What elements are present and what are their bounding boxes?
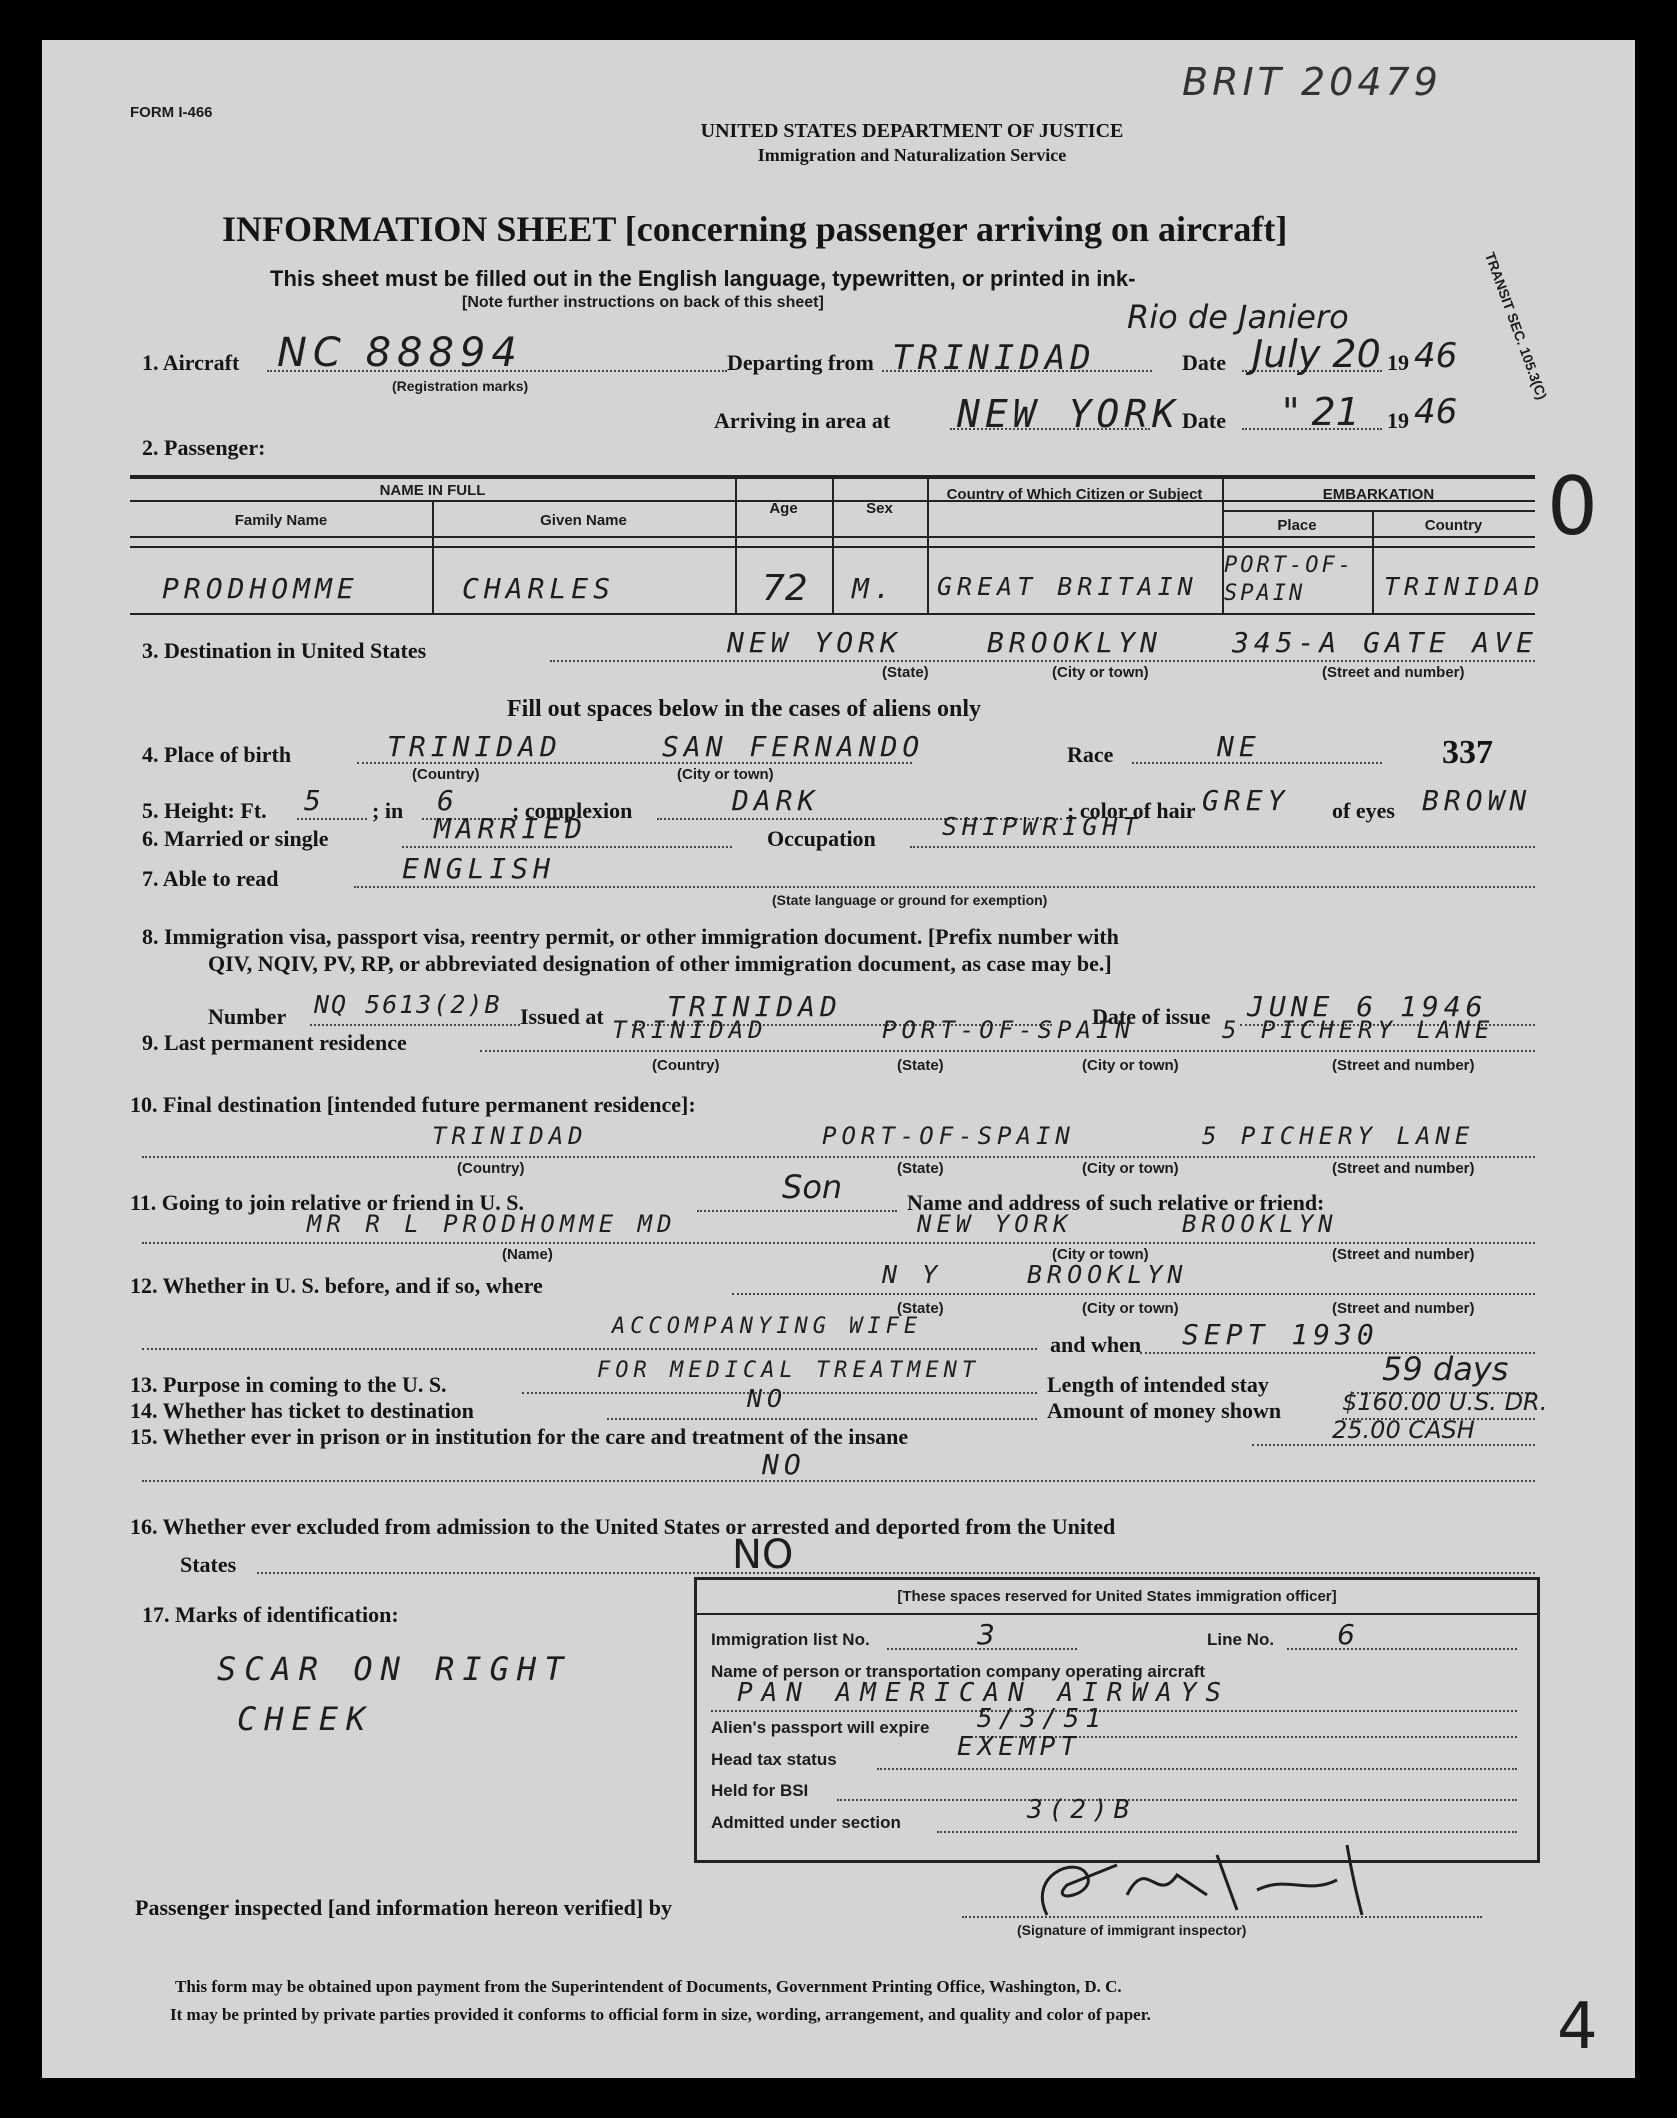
read-value: ENGLISH: [402, 852, 556, 885]
hair-label: ; color of hair: [1067, 798, 1196, 823]
departing-label: Departing from: [727, 350, 874, 375]
final-destination-street: 5 PICHERY LANE: [1202, 1122, 1475, 1150]
line-no-value: 6: [1337, 1618, 1355, 1651]
city-caption: (City or town): [677, 766, 774, 783]
further-instructions-note: [Note further instructions on back of this sheet]: [462, 294, 824, 311]
page-number: 4: [1557, 1990, 1598, 2064]
identification-value-line1: SCAR ON RIGHT: [217, 1650, 572, 1688]
signature-caption: (Signature of immigrant inspector): [1017, 1922, 1247, 1938]
ticket-label: 14. Whether has ticket to destination: [130, 1398, 474, 1423]
final-destination-label: 10. Final destination [intended future permanent residence]:: [130, 1092, 696, 1117]
relative-street-value: BROOKLYN: [1182, 1210, 1338, 1238]
occupation-label: Occupation: [767, 826, 876, 851]
ticket-value: NO: [747, 1384, 788, 1413]
money-label: Amount of money shown: [1047, 1398, 1282, 1423]
embark-country-header: Country: [1424, 517, 1483, 534]
aircraft-label: 1. Aircraft: [142, 350, 240, 375]
when-label: and when: [1050, 1332, 1142, 1357]
departing-value: TRINIDAD: [892, 338, 1096, 378]
department-heading: UNITED STATES DEPARTMENT OF JUSTICE: [700, 120, 1124, 142]
last-residence-country: TRINIDAD: [612, 1016, 768, 1044]
state-caption: (State): [897, 1160, 944, 1177]
when-value: SEPT 1930: [1182, 1318, 1379, 1351]
height-in: 6: [437, 784, 459, 817]
issue-date-value: JUNE 6 1946: [1247, 990, 1488, 1023]
previous-us-city: BROOKLYN: [1027, 1260, 1188, 1289]
arrive-date-label: Date: [1182, 408, 1226, 433]
read-label: 7. Able to read: [142, 866, 279, 891]
family-name-value: PRODHOMME: [162, 572, 359, 605]
height-label: 5. Height: Ft.: [142, 798, 267, 823]
state-caption: (State): [897, 1300, 944, 1317]
immigration-doc-line2: QIV, NQIV, PV, RP, or abbreviated designation of other immigration document, as case may be.]: [208, 951, 1112, 976]
corner-note: BRIT 20479: [1182, 60, 1442, 104]
passenger-label: 2. Passenger:: [142, 435, 266, 460]
issued-at-value: TRINIDAD: [667, 990, 842, 1023]
head-tax-value: EXEMPT: [957, 1732, 1081, 1762]
street-caption: (Street and number): [1322, 664, 1465, 681]
destination-state: NEW YORK: [727, 626, 902, 659]
arrive-date: " 21: [1282, 390, 1360, 434]
street-caption: (Street and number): [1332, 1246, 1475, 1263]
destination-city: BROOKLYN: [987, 626, 1162, 659]
language-instruction: This sheet must be filled out in the English language, typewritten, or printed in ink-: [270, 266, 1136, 291]
previous-us-state: N Y: [882, 1260, 943, 1289]
final-destination-city: PORT-OF-SPAIN: [822, 1122, 1075, 1150]
married-label: 6. Married or single: [142, 826, 329, 851]
age-header: Age: [769, 500, 798, 517]
married-value: MARRIED: [434, 812, 588, 845]
company-label: Name of person or transportation company operating aircraft: [711, 1662, 1206, 1681]
identification-label: 17. Marks of identification:: [142, 1602, 399, 1627]
name-in-full-header: NAME IN FULL: [379, 482, 486, 499]
name-caption: (Name): [502, 1246, 553, 1263]
immigration-list-value: 3: [977, 1618, 995, 1651]
sex-value: M.: [852, 572, 896, 605]
age-value: 72: [762, 568, 808, 609]
service-heading: Immigration and Naturalization Service: [757, 145, 1067, 165]
accompanying-note: ACCOMPANYING WIFE: [612, 1314, 923, 1339]
street-caption: (Street and number): [1332, 1057, 1475, 1074]
height-in-label: ; in: [372, 798, 404, 823]
immigration-doc-line1: 8. Immigration visa, passport visa, reentry permit, or other immigration document. [Prefix number with: [142, 924, 1119, 949]
relative-city-value: NEW YORK: [917, 1210, 1073, 1238]
depart-date: July 20: [1252, 332, 1381, 376]
excluded-value: NO: [732, 1532, 794, 1578]
eyes-label: of eyes: [1332, 798, 1395, 823]
aliens-only-heading: Fill out spaces below in the cases of aliens only: [507, 696, 982, 722]
form-sheet: [42, 40, 1635, 2078]
arriving-label: Arriving in area at: [714, 408, 891, 433]
embarkation-header: EMBARKATION: [1322, 486, 1435, 503]
given-name-header: Given Name: [540, 512, 627, 529]
line-no-label: Line No.: [1207, 1630, 1275, 1649]
height-ft: 5: [304, 784, 326, 817]
birth-country: TRINIDAD: [387, 730, 562, 763]
race-value: NE: [1217, 730, 1261, 763]
issued-at-label: Issued at: [520, 1004, 604, 1029]
given-name-value: CHARLES: [462, 572, 616, 605]
relative-name-label: Name and address of such relative or friend:: [907, 1190, 1325, 1215]
passport-expire-label: Alien's passport will expire: [711, 1718, 930, 1737]
arrive-year: 46: [1414, 392, 1458, 432]
join-relative-answer: Son: [782, 1168, 843, 1206]
race-code: 337: [1442, 734, 1493, 771]
sex-header: Sex: [866, 500, 893, 517]
form-number: FORM I-466: [130, 104, 213, 121]
street-caption: (Street and number): [1332, 1300, 1475, 1317]
excluded-line1: 16. Whether ever excluded from admission to the United States or arrested and deported from the United: [130, 1514, 1116, 1539]
street-caption: (Street and number): [1332, 1160, 1475, 1177]
officer-box: [694, 1577, 1540, 1863]
state-caption: (State): [882, 664, 929, 681]
bsi-label: Held for BSI: [711, 1781, 809, 1800]
page-title: INFORMATION SHEET [concerning passenger arriving on aircraft]: [222, 209, 1288, 249]
purpose-value: FOR MEDICAL TREATMENT: [597, 1358, 981, 1383]
excluded-line2: States: [180, 1552, 237, 1577]
head-tax-label: Head tax status: [711, 1750, 837, 1769]
inspector-signature: [1007, 1835, 1407, 1935]
last-residence-label: 9. Last permanent residence: [142, 1030, 407, 1055]
prison-label: 15. Whether ever in prison or in institution for the care and treatment of the insane: [130, 1424, 909, 1449]
birthplace-label: 4. Place of birth: [142, 742, 292, 767]
depart-year: 46: [1414, 336, 1458, 376]
complexion-value: DARK: [732, 784, 820, 817]
state-language-caption: (State language or ground for exemption): [772, 892, 1048, 908]
purpose-label: 13. Purpose in coming to the U. S.: [130, 1372, 447, 1397]
last-residence-city: PORT-OF-SPAIN: [882, 1016, 1135, 1044]
aircraft-value: NC 88894: [277, 330, 523, 376]
circle-mark: 0: [1547, 460, 1598, 553]
admitted-label: Admitted under section: [711, 1813, 901, 1832]
stay-label: Length of intended stay: [1047, 1372, 1269, 1397]
departing-note: Rio de Janiero: [1127, 298, 1349, 336]
passport-expire-value: 5/3/51: [977, 1704, 1107, 1734]
country-caption: (Country): [412, 766, 480, 783]
city-caption: (City or town): [1082, 1057, 1179, 1074]
city-caption: (City or town): [1052, 664, 1149, 681]
country-caption: (Country): [652, 1057, 720, 1074]
identification-value-line2: CHEEK: [237, 1700, 374, 1738]
prison-value: NO: [762, 1448, 806, 1481]
last-residence-street: 5 PICHERY LANE: [1222, 1016, 1495, 1044]
join-relative-label: 11. Going to join relative or friend in U. S.: [130, 1190, 524, 1215]
money-value-2: 25.00 CASH: [1332, 1416, 1475, 1444]
depart-date-label: Date: [1182, 350, 1226, 375]
depart-year-prefix: 19: [1387, 350, 1409, 375]
citizen-value: GREAT BRITAIN: [937, 572, 1198, 601]
transit-stamp: TRANSIT SEC. 105.3(C): [1481, 250, 1551, 402]
footer-line1: This form may be obtained upon payment from the Superintendent of Documents, Government Printing Office, Washington, D. C.: [175, 1977, 1122, 1996]
doc-number-value: NQ 5613(2)B: [314, 990, 502, 1019]
officer-box-title: [These spaces reserved for United States immigration officer]: [897, 1588, 1337, 1605]
relative-name-value: MR R L PRODHOMME MD: [307, 1210, 677, 1238]
city-caption: (City or town): [1082, 1160, 1179, 1177]
destination-label: 3. Destination in United States: [142, 638, 427, 663]
birth-city: SAN FERNANDO: [662, 730, 925, 763]
issue-date-label: Date of issue: [1092, 1004, 1211, 1029]
city-caption: (City or town): [1052, 1246, 1149, 1263]
eyes-value: BROWN: [1422, 784, 1532, 817]
doc-number-label: Number: [208, 1004, 287, 1029]
stay-value: 59 days: [1382, 1350, 1509, 1388]
destination-street: 345-A GATE AVE: [1232, 626, 1539, 659]
inspected-label: Passenger inspected [and information hereon verified] by: [135, 1895, 672, 1920]
country-caption: (Country): [457, 1160, 525, 1177]
arrive-year-prefix: 19: [1387, 408, 1409, 433]
occupation-value: SHIPWRIGHT: [942, 812, 1143, 841]
embark-place-header: Place: [1277, 517, 1317, 534]
city-caption: (City or town): [1082, 1300, 1179, 1317]
complexion-label: ; complexion: [512, 798, 633, 823]
immigration-list-label: Immigration list No.: [711, 1630, 870, 1649]
family-name-header: Family Name: [234, 512, 328, 529]
admitted-value: 3(2)B: [1027, 1795, 1136, 1825]
hair-value: GREY: [1202, 784, 1290, 817]
country-citizen-header: Country of Which Citizen or Subject: [946, 486, 1203, 503]
state-caption: (State): [897, 1057, 944, 1074]
arriving-value: NEW YORK: [957, 392, 1181, 436]
embark-country-value: TRINIDAD: [1384, 572, 1545, 601]
embark-place-value: PORT-OF-SPAIN: [1224, 553, 1354, 606]
footer-line2: It may be printed by private parties provided it conforms to official form in size, wording, arrangement, and quality and color of paper.: [170, 2005, 1151, 2024]
previous-us-label: 12. Whether in U. S. before, and if so, where: [130, 1273, 543, 1298]
registration-caption: (Registration marks): [392, 378, 529, 394]
final-destination-country: TRINIDAD: [432, 1122, 588, 1150]
money-value: $160.00 U.S. DR.: [1342, 1388, 1548, 1416]
company-value: PAN AMERICAN AIRWAYS: [737, 1678, 1231, 1708]
race-label: Race: [1067, 742, 1114, 767]
